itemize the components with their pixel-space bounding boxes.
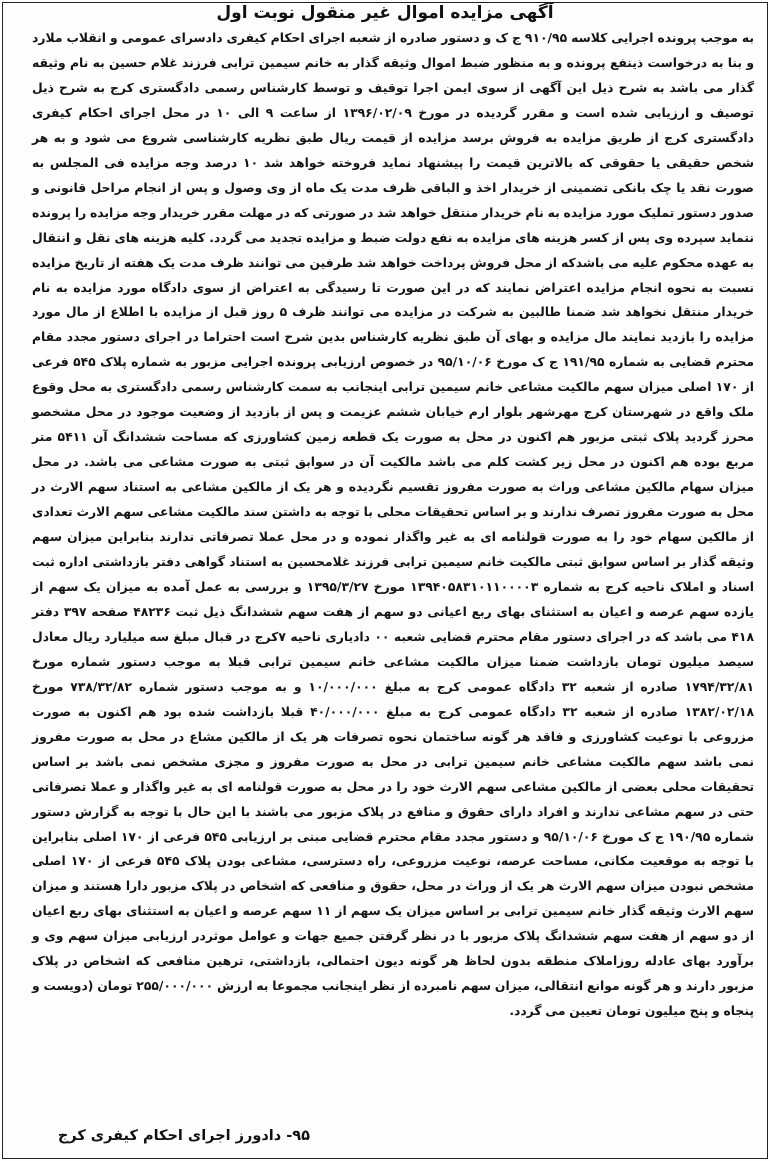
notice-body: به موجب پرونده اجرایی کلاسه ۹۱۰/۹۵ ج ک و دستور صادره از شعبه اجرای احکام کیفری دادسرای عمومی و انقلاب ملارد و بنا به درخواست ذینفع پرونده و به منظور ضبط اموال وثیقه گذار به خانم سیمین ترابی فرزند غلام حسین به نام وثیقه گذار می باشد به شرح ذیل این آگهی از سوی ایمن اجرا توقیف و توسط کارشناس رسمی دادگستری کرج به شرح ذیل توصیف و ارزیابی شده است و مقرر گردیده در مورخ ۱۳۹۶/۰۲/۰۹ از ساعت ۹ الی ۱۰ در محل اجرای احکام کیفری دادگستری کرج از طریق مزایده به فروش برسد مزایده از قیمت ریال طبق نظریه کارشناسی شروع می شود و به هر شخص حقیقی یا حقوقی که بالاترین قیمت را پیشنهاد نماید فروخته خواهد شد ۱۰ درصد وجه مزایده فی المجلس به صورت نقد یا چک بانکی تضمینی از خریدار اخذ و الباقی ظرف مدت یک ماه از وی وصول و پس از انجام مراحل قانونی و صدور دستور تملیک مورد مزایده به نام خریدار منتقل خواهد شد در صورتی که در مهلت مقرر خریدار وجه مزایده را پرونده نتماید سپرده وی پس از کسر هزینه های مزایده به نفع دولت ضبط و مزایده تجدید می گردد. کلیه هزینه های نقل و انتقال به عهده محکوم علیه می باشدکه از محل فروش پرداخت خواهد شد طرفین می توانند ظرف مدت یک هفته از تاریخ مزایده نسبت به نحوه انجام مزایده اعتراض نمایند که در این صورت تا رسیدگی به اعتراض از سوی دادگاه مورد مزایده به نام خریدار منتقل نخواهد شد ضمنا طالبین به شرکت در مزایده می توانند ظرف ۵ روز قبل از مزایده با اطلاع از مال مورد مزایده را بازدید نمایند مال مزایده و بهای آن طبق نظریه کارشناس بدین شرح است احتراما در اجرای دستور مجدد مقام محترم قضایی به شماره ۱۹۱/۹۵ ج ک مورخ ۹۵/۱۰/۰۶ در خصوص ارزیابی پرونده اجرایی مزبور به شماره پلاک ۵۴۵ فرعی از ۱۷۰ اصلی میزان سهم مالکیت مشاعی خانم سیمین ترابی اینجانب به سمت کارشناس رسمی دادگستری به محل وقوع ملک واقع در شهرستان کرج مهرشهر بلوار ارم خیابان ششم عزیمت و پس از بازدید از وضعیت موجود در محل مشخصو محرز گردید پلاک ثبتی مزبور هم اکنون در محل به صورت یک قطعه زمین کشاورزی که مساحت ششدانگ آن ۵۴۱۱ متر مربع بوده هم اکنون در محل زیر کشت کلم می باشد مالکیت آن در سوابق ثبتی به صورت مشاعی می باشد. در محل میزان سهام مالکین مشاعی وراث به صورت مفروز تقسیم نگردیده و هر یک از مالکین مشاعی به استناد سهم الارث در محل به صورت مفروز تصرف ندارند و بر اساس تحقیقات محلی با توجه به داشتن سند مالکیت مشاعی سهم الارث تعدادی از مالکین سهام خود را به صورت قولنامه ای به غیر واگذار نموده و در محل عملا تصرفاتی ندارند بنابراین میزان سهم وثیقه گذار بر اساس سوابق ثبتی مالکیت خانم سیمین ترابی فرزند غلامحسین به استناد گواهی دفتر بازداشتی اداره ثبت اسناد و املاک ناحیه کرج به شماره ۱۳۹۴۰۵۸۳۱۰۱۱۰۰۰۰۳ مورخ ۱۳۹۵/۳/۲۷ و بررسی به عمل آمده به میزان یک سهم از یازده سهم عرصه و اعیان به استثنای بهای ربع اعیانی دو سهم از هفت سهم ششدانگ ذیل ثبت ۴۸۲۳۶ صفحه ۳۹۷ دفتر ۴۱۸ می باشد که در اجرای دستور مقام محترم قضایی شعبه ۰۰ دادیاری ناحیه ۷کرج در قبال مبلغ سه میلیارد ریال معادل سیصد میلیون تومان بازداشت ضمنا میزان مالکیت مشاعی خانم سیمین ترابی قبلا به موجب دستور شماره مورخ ۱۷۹۴/۳۲/۸۱ صادره از شعبه ۳۲ دادگاه عمومی کرج به مبلغ ۱۰/۰۰۰/۰۰۰ و به موجب دستور شماره ۷۳۸/۳۲/۸۲ مورخ ۱۳۸۲/۰۲/۱۸ صادره از شعبه ۳۲ دادگاه عمومی کرج به مبلغ ۴۰/۰۰۰/۰۰۰ قبلا بازداشت شده بود هم اکنون به صورت مزروعی با نوعیت کشاورزی و فاقد هر گونه ساختمان نحوه تصرفات هر یک از مالکین مشاع در محل به صورت مفروز نمی باشد سهم مالکیت مشاعی خانم سیمین ترابی در محل به صورت مفروز و مجزی مشخص نمی باشد بر اساس تحقیقات محلی بعضی از مالکین مشاعی سهم الارث خود را در محل به صورت قولنامه ای به غیر واگذار و عملا تصرفاتی حتی در سهم مشاعی ندارند و افراد دارای حقوق و منافع در پلاک مزبور می باشند با این حال با توجه به گزارش دستور شماره ۱۹۰/۹۵ ج ک مورخ ۹۵/۱۰/۰۶ و دستور مجدد مقام محترم قضایی مبنی بر ارزیابی ۵۴۵ فرعی از ۱۷۰ اصلی بنابراین با توجه به موقعیت مکانی، مساحت عرصه، نوعیت مزروعی، راه دسترسی، مشاعی بودن پلاک ۵۴۵ فرعی از ۱۷۰ اصلی مشخص نبودن میزان سهم الارث هر یک از وراث در محل، حقوق و منافعی که اشخاص در پلاک مزبور دارا هستند و میزان سهم الارث وثیقه گذار خانم سیمین ترابی بر اساس میزان یک سهم از ۱۱ سهم عرصه و اعیان به استثنای بهای ربع اعیان از دو سهم از هفت سهم ششدانگ پلاک مزبور با در نظر گرفتن جمیع جهات و عوامل موثردر ارزیابی میزان سهم وی و برآورد بهای عادله روزاملاک منطقه بدون لحاظ هر گونه دیون احتمالی، بازداشتی، ترهین منافعی که اشخاص در پلاک مزبور دارند و هر گونه موانع انتقالی، میزان سهم نامبرده از نظر اینجانب مجموعا به ارزش ۲۵۵/۰۰۰/۰۰۰ تومان (دویست و پنجاه و پنج میلیون تومان تعیین می گردد.: [32, 31, 755, 1019]
notice-title: آگهی مزایده اموال غیر منقول نوبت اول: [216, 3, 554, 23]
notice-signature: ۹۵- دادورز اجرای احکام کیفری کرج: [57, 1128, 310, 1144]
